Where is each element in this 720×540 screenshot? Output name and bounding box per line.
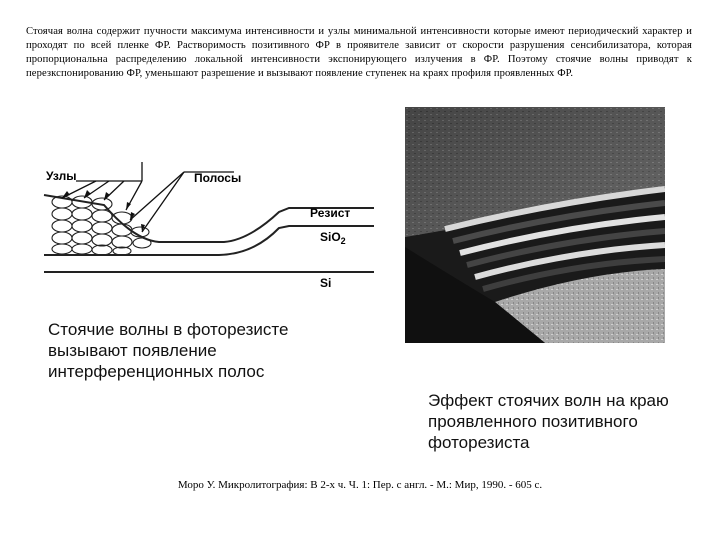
arrow-heads — [62, 190, 145, 232]
label-sio2 — [320, 230, 346, 246]
sem-micrograph — [405, 107, 665, 343]
citation: Моро У. Микролитография: В 2-х ч. Ч. 1: Пер. с англ. - М.: Мир, 1990. - 605 с. — [177, 479, 543, 491]
label-resist: Резист — [310, 206, 351, 220]
caption-left: Стоячие волны в фоторезисте вызывают появление интерференционных полос — [48, 320, 289, 381]
caption-right: Эффект стоячих волн на краю проявленного позитивного фоторезиста — [428, 391, 669, 452]
label-sio2-subscript: 2 — [340, 236, 346, 246]
label-sio2-main: SiO — [320, 230, 341, 244]
label-nodes: Узлы — [46, 169, 77, 183]
intro-paragraph: Стоячая волна содержит пучности максимума интенсивности и узлы минимальной интенсивности которые имеют периодический характер и проходят по всей пленке ФР. Растворимость позитивного ФР в проявителе зависит от скорости разрушения сенсибилизатора, которая пропорциональна распределению локальной интенсивности экспонирующего излучения в ФР. Поэтому стоячие волны приводят к перезкспонированию ФР, уменьшают разрешение и вызывают появление ступенек на краях профиля проявленных ФР. — [26, 25, 692, 80]
standing-wave-diagram — [34, 150, 384, 300]
label-fringes: Полосы — [194, 171, 242, 185]
label-si: Si — [320, 276, 332, 290]
